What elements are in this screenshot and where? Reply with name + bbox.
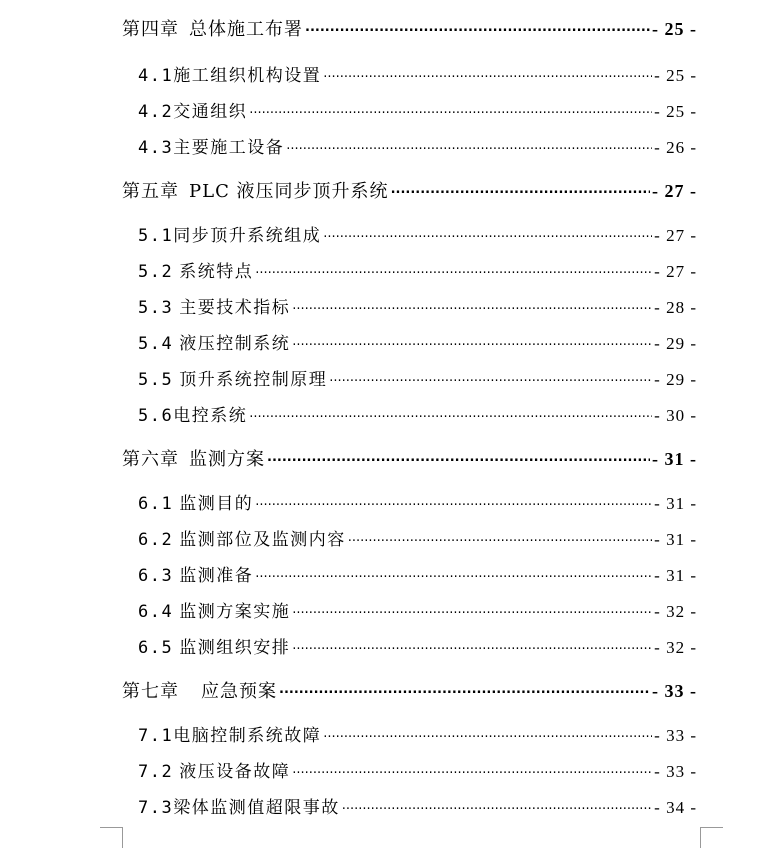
page-number: - 30 -	[654, 406, 697, 425]
section-number: 6.4	[138, 602, 174, 622]
toc-section-4-2[interactable]	[138, 97, 697, 122]
toc-section-5-6[interactable]	[138, 401, 697, 426]
toc-section-5-2[interactable]	[138, 257, 697, 282]
chapter-title: 应急预案	[201, 681, 277, 702]
dot-leader	[292, 636, 652, 653]
toc-section-7-2[interactable]	[138, 757, 697, 782]
page-number: - 26 -	[654, 138, 697, 157]
page-number: - 31 -	[654, 530, 697, 549]
page-number: - 27 -	[654, 226, 697, 245]
section-number: 5.3	[138, 298, 174, 318]
page-number: - 33 -	[652, 681, 697, 701]
section-title: 主要技术指标	[179, 298, 291, 318]
chapter-title: 总体施工布署	[189, 19, 303, 40]
dot-leader	[255, 492, 652, 509]
section-title: 电控系统	[173, 406, 248, 426]
toc-section-4-1[interactable]	[138, 61, 697, 86]
section-number: 7.2	[138, 762, 174, 782]
section-number: 5.2	[138, 262, 174, 282]
dot-leader	[342, 796, 652, 813]
dot-leader	[267, 447, 650, 465]
dot-leader	[329, 368, 652, 385]
section-number: 6.1	[138, 494, 174, 514]
section-number: 5.6	[138, 406, 174, 426]
dot-leader	[292, 600, 652, 617]
page-number: - 33 -	[654, 726, 697, 745]
toc-section-5-3[interactable]	[138, 293, 697, 318]
section-title: 监测方案实施	[179, 602, 291, 622]
dot-leader	[323, 224, 652, 241]
section-title: 监测组织安排	[179, 638, 291, 658]
dot-leader	[286, 136, 652, 153]
page-number: - 33 -	[654, 762, 697, 781]
page-number: - 25 -	[654, 66, 697, 85]
section-number: 7.3	[138, 798, 174, 818]
section-number: 6.3	[138, 566, 174, 586]
chapter-label: 第五章	[122, 181, 179, 202]
page-number: - 31 -	[652, 449, 697, 469]
section-title: 同步顶升系统组成	[173, 226, 322, 246]
toc-section-6-1[interactable]	[138, 489, 697, 514]
section-title: 顶升系统控制原理	[179, 370, 328, 390]
dot-leader	[249, 404, 652, 421]
toc-section-4-3[interactable]	[138, 133, 697, 158]
toc-section-6-4[interactable]	[138, 597, 697, 622]
section-title: 监测部位及监测内容	[179, 530, 346, 550]
section-title: 液压控制系统	[179, 334, 291, 354]
dot-leader	[255, 260, 652, 277]
page-number: - 31 -	[654, 494, 697, 513]
section-number: 5.4	[138, 334, 174, 354]
page-number: - 29 -	[654, 370, 697, 389]
section-title: 交通组织	[173, 102, 248, 122]
dot-leader	[323, 724, 652, 741]
toc-section-5-5[interactable]	[138, 365, 697, 390]
dot-leader	[305, 17, 650, 35]
page-number: - 25 -	[654, 102, 697, 121]
toc-section-6-3[interactable]	[138, 561, 697, 586]
section-title: 系统特点	[179, 262, 254, 282]
section-title: 监测目的	[179, 494, 254, 514]
section-number: 4.1	[138, 66, 174, 86]
toc-section-6-5[interactable]	[138, 633, 697, 658]
chapter-label: 第四章	[122, 19, 179, 40]
section-title: 监测准备	[179, 566, 254, 586]
toc-chapter-4[interactable]	[122, 15, 697, 41]
section-title: 施工组织机构设置	[173, 66, 322, 86]
dot-leader	[292, 296, 652, 313]
page-number: - 25 -	[652, 19, 697, 39]
section-number: 5.1	[138, 226, 174, 246]
toc-section-7-1[interactable]	[138, 721, 697, 746]
page-number: - 32 -	[654, 638, 697, 657]
page-number: - 31 -	[654, 566, 697, 585]
section-number: 5.5	[138, 370, 174, 390]
page-number: - 27 -	[652, 181, 697, 201]
section-number: 4.3	[138, 138, 174, 158]
section-number: 4.2	[138, 102, 174, 122]
toc-chapter-5[interactable]	[122, 177, 697, 203]
toc-section-5-1[interactable]	[138, 221, 697, 246]
section-title: 主要施工设备	[173, 138, 285, 158]
toc-section-6-2[interactable]	[138, 525, 697, 550]
section-number: 7.1	[138, 726, 174, 746]
section-number: 6.2	[138, 530, 174, 550]
dot-leader	[292, 760, 652, 777]
chapter-title: PLC 液压同步顶升系统	[189, 181, 389, 202]
section-title: 梁体监测值超限事故	[173, 798, 340, 818]
page-number: - 28 -	[654, 298, 697, 317]
dot-leader	[391, 179, 650, 197]
dot-leader	[323, 64, 652, 81]
chapter-label: 第六章	[122, 449, 179, 470]
toc-chapter-7[interactable]	[122, 677, 697, 703]
chapter-title: 监测方案	[189, 449, 265, 470]
page-number: - 34 -	[654, 798, 697, 817]
section-number: 6.5	[138, 638, 174, 658]
dot-leader	[249, 100, 652, 117]
page-corner-mark-right	[700, 827, 723, 848]
page-number: - 32 -	[654, 602, 697, 621]
toc-chapter-6[interactable]	[122, 445, 697, 471]
section-title: 液压设备故障	[179, 762, 291, 782]
page-number: - 29 -	[654, 334, 697, 353]
dot-leader	[279, 679, 650, 697]
section-title: 电脑控制系统故障	[173, 726, 322, 746]
dot-leader	[255, 564, 652, 581]
dot-leader	[348, 528, 652, 545]
toc-section-7-3[interactable]	[138, 793, 697, 818]
page-corner-mark-left	[100, 827, 123, 848]
dot-leader	[292, 332, 652, 349]
toc-section-5-4[interactable]	[138, 329, 697, 354]
chapter-label: 第七章	[122, 681, 179, 702]
page-number: - 27 -	[654, 262, 697, 281]
